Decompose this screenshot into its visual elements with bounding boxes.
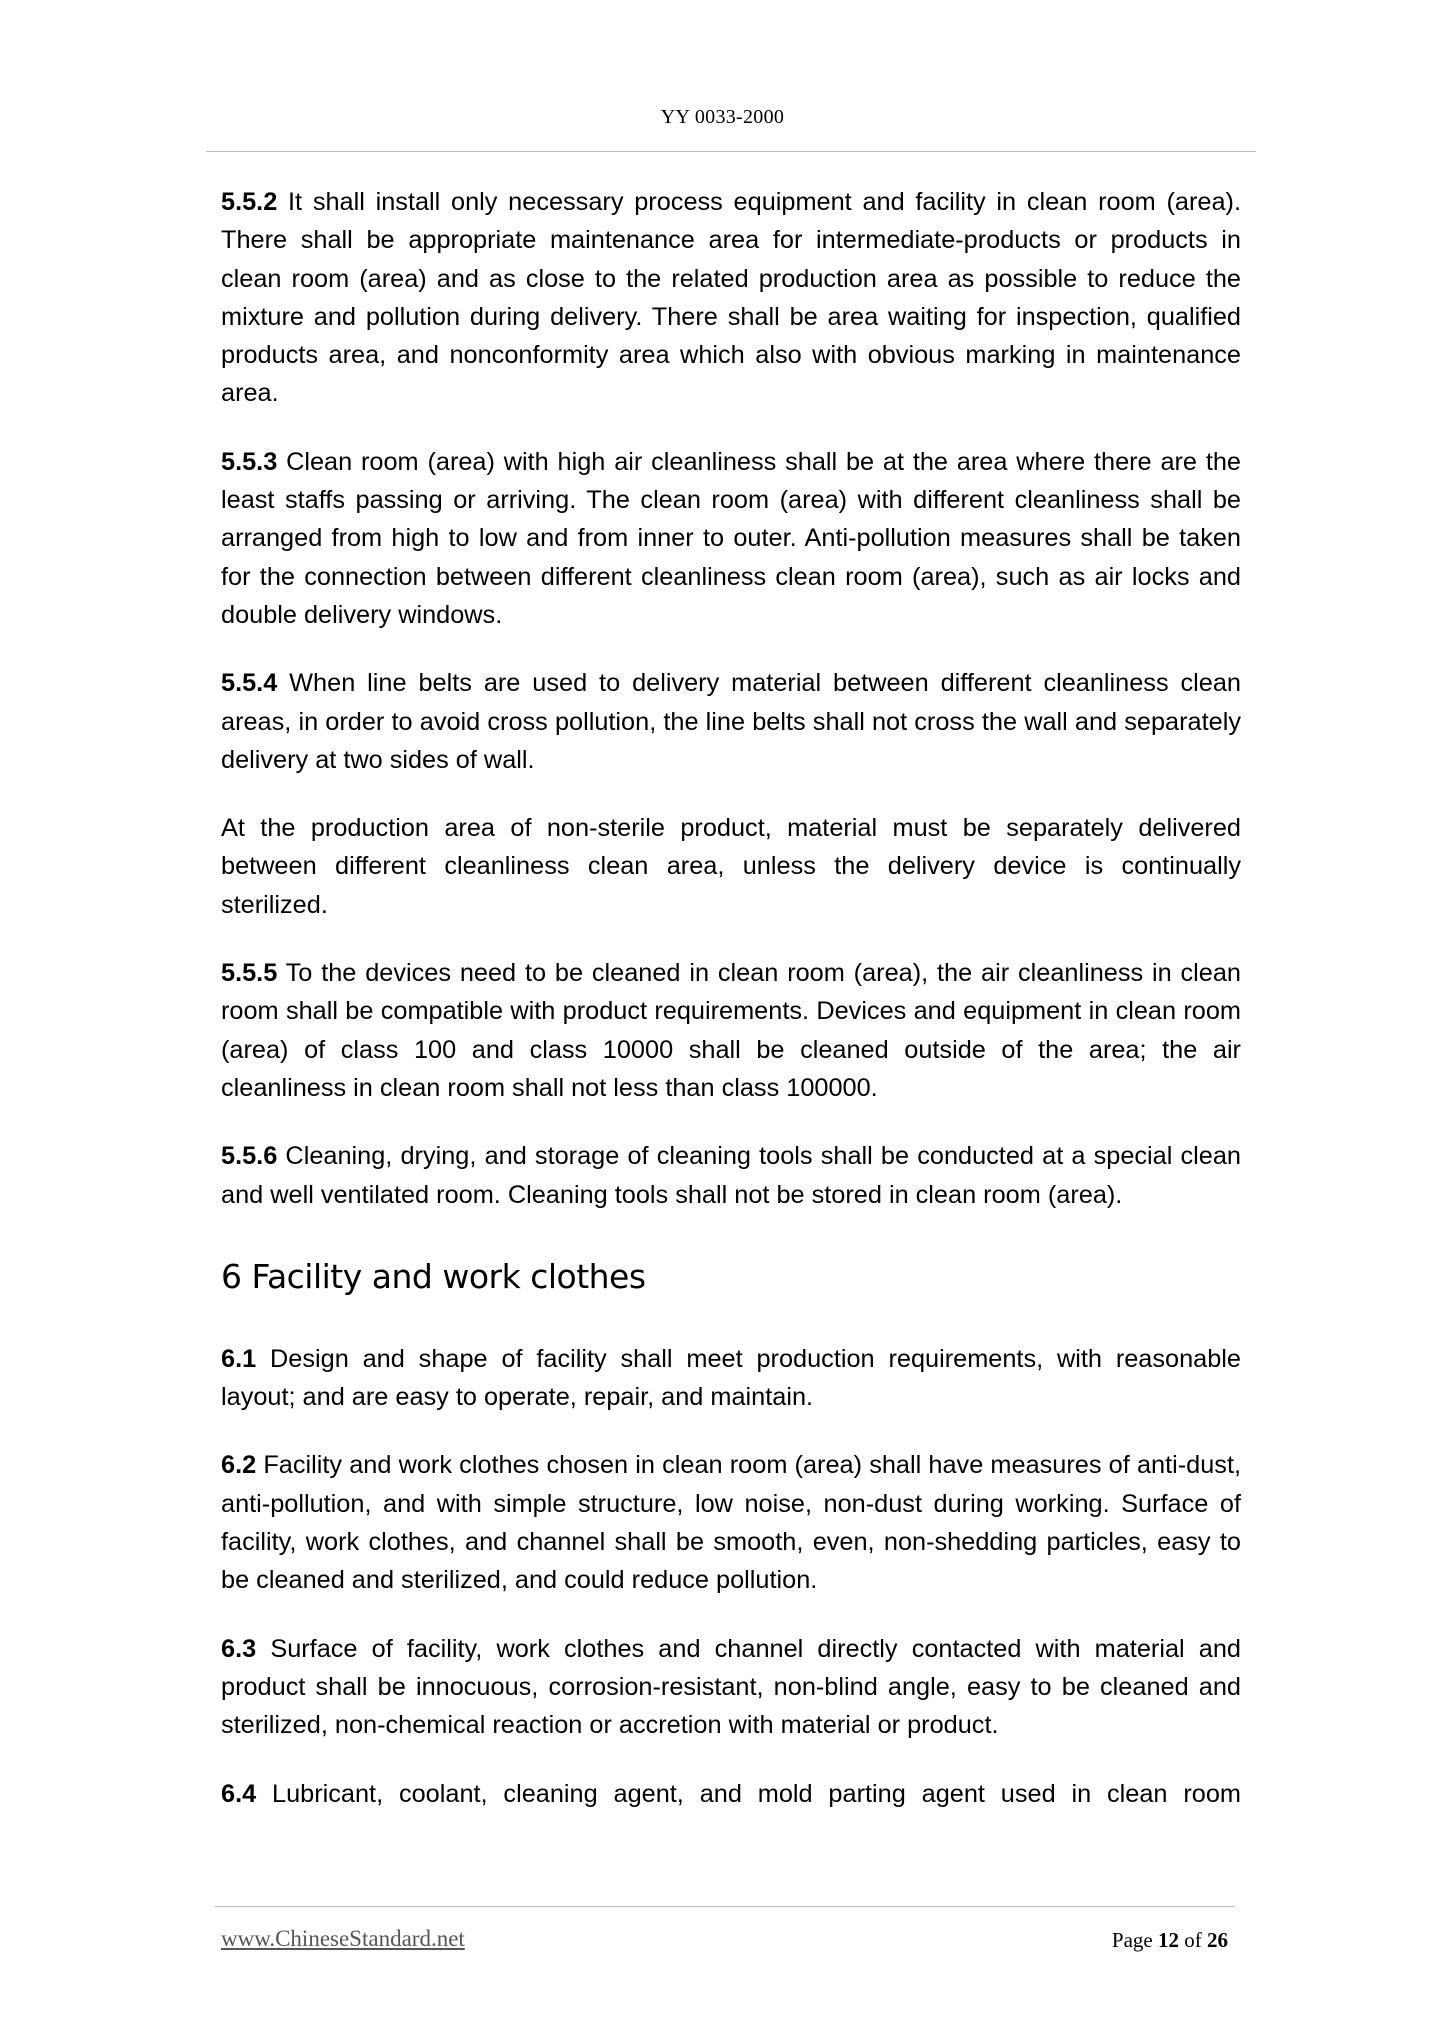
- clause-number: 6.4: [221, 1779, 257, 1808]
- clause-6-3: [221, 1630, 1241, 1745]
- clause-5-5-4: [221, 664, 1241, 779]
- document-body: [221, 183, 1241, 1843]
- page-total: 26: [1207, 1928, 1228, 1952]
- clause-6-4: [221, 1775, 1241, 1813]
- clause-text: Cleaning, drying, and storage of cleaning tools shall be conducted at a special clean and well ventilated room. Cleaning tools shall not be stored in clean room (area).: [221, 1142, 1241, 1209]
- clause-text: Lubricant, coolant, cleaning agent, and mold parting agent used in clean room: [256, 1779, 1241, 1808]
- clause-number: 5.5.5: [221, 959, 278, 988]
- page-of: of: [1179, 1928, 1207, 1952]
- page-prefix: Page: [1111, 1928, 1158, 1952]
- section-heading: 6 Facility and work clothes: [221, 1256, 646, 1296]
- clause-number: 5.5.6: [221, 1142, 278, 1171]
- page-header: YY 0033-2000: [660, 106, 785, 128]
- clause-number: 6.2: [221, 1451, 257, 1480]
- clause-text: To the devices need to be cleaned in clean room (area), the air cleanliness in clean room shall be compatible with product requirements. Devices and equipment in clean room (area) of class 100 and class 10000 shall be cleaned outside of the area; the air cleanliness in clean room shall not less than class 100000.: [221, 959, 1241, 1102]
- clause-5-5-4-continued: [221, 809, 1241, 924]
- clause-5-5-6: [221, 1137, 1241, 1214]
- page-number: [1112, 1928, 1228, 1953]
- clause-text: At the production area of non-sterile product, material must be separately delivered between different cleanliness clean area, unless the delivery device is continually sterilized.: [221, 814, 1241, 919]
- clause-number: 6.3: [221, 1634, 257, 1663]
- clause-text: Design and shape of facility shall meet production requirements, with reasonable layout; and are easy to operate, repair, and maintain.: [221, 1344, 1241, 1412]
- clause-text: When line belts are used to delivery material between different cleanliness clean areas, in order to avoid cross pollution, the line belts shall not cross the wall and separately delivery at two sides of wall.: [221, 669, 1241, 774]
- clause-number: 5.5.4: [221, 669, 278, 698]
- clause-5-5-5: [221, 954, 1241, 1107]
- header-divider: [206, 151, 1256, 152]
- clause-text: Surface of facility, work clothes and channel directly contacted with material and product shall be innocuous, corrosion-resistant, non-blind angle, easy to be cleaned and sterilized, non-chemical reaction or accretion with material or product.: [221, 1634, 1241, 1740]
- footer-divider: [215, 1906, 1235, 1907]
- clause-number: 6.1: [221, 1344, 257, 1373]
- clause-5-5-3: [221, 443, 1241, 634]
- clause-6-1: [221, 1340, 1241, 1417]
- page-current: 12: [1158, 1928, 1179, 1952]
- clause-5-5-2: [221, 183, 1241, 413]
- clause-text: It shall install only necessary process equipment and facility in clean room (area). There shall be appropriate maintenance area for intermediate-products or products in clean room (area) and as close to the related production area as possible to reduce the mixture and pollution during delivery. There shall be area waiting for inspection, qualified products area, and nonconformity area which also with obvious marking in maintenance area.: [221, 188, 1241, 408]
- clause-text: Clean room (area) with high air cleanliness shall be at the area where there are the least staffs passing or arriving. The clean room (area) with different cleanliness shall be arranged from high to low and from inner to outer. Anti-pollution measures shall be taken for the connection between different cleanliness clean room (area), such as air locks and double delivery windows.: [221, 447, 1241, 629]
- clause-number: 5.5.3: [221, 447, 278, 476]
- clause-number: 5.5.2: [221, 188, 278, 216]
- website-link[interactable]: www.ChineseStandard.net: [221, 1926, 465, 1951]
- clause-6-2: [221, 1446, 1241, 1599]
- clause-text: Facility and work clothes chosen in clean room (area) shall have measures of anti-dust, anti-pollution, and with simple structure, low noise, non-dust during working. Surface of facility, work clothes, and channel shall be smooth, even, non-shedding particles, easy to be cleaned and sterilized, and could reduce pollution.: [221, 1451, 1241, 1595]
